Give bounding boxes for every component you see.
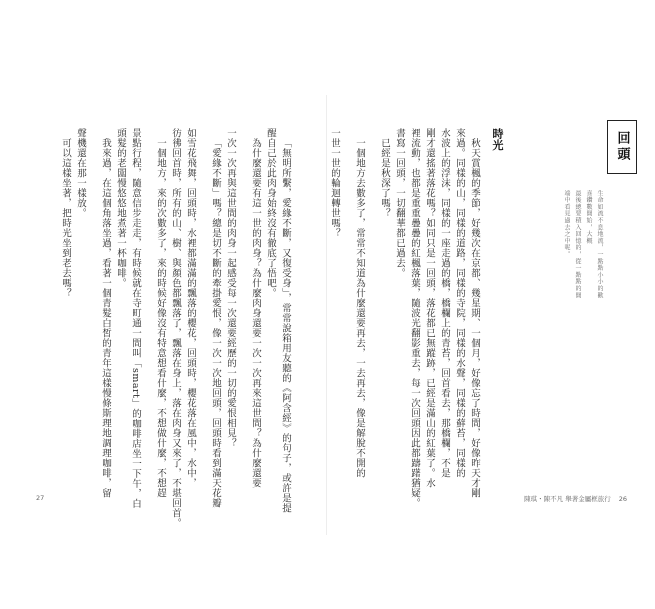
paragraph: 如雪花飛舞，回頭時，水裡都滿滿的飄落的櫻花，回頭時，櫻花落在風中，水中，: [185, 128, 196, 488]
chapter-title: 回頭: [614, 131, 630, 163]
section-title: 時光: [491, 128, 504, 151]
chapter-epigraph: [555, 190, 605, 300]
left-folio: [36, 494, 44, 502]
paragraph: 水波上的浮沫，同樣的一座走過的橋，橋欄上的青苔，回首看去，那橋欄，不是: [439, 128, 450, 478]
paragraph: 剛才還搖著落花嗎？如同只是一回頭，落花都已無蹤跡，已經是滿山的紅葉了。水: [424, 128, 435, 488]
paragraph: 秋天賞楓的季節，好幾次在京都、幾星期、一個月，好像忘了時間，好像昨天才剛: [469, 137, 480, 498]
paragraph: 彷彿回首時，所有的山、樹、與顏色都飄落了，飄落在身上，落在肉身又來了，不堪回首。: [170, 128, 181, 528]
paragraph: 書寫一回頭，一切翻華都已過去。: [394, 128, 405, 278]
page-number: 27: [36, 494, 45, 502]
paragraph: 來過。同樣的山，同樣的道路，同樣的寺院，同樣的水聲，同樣的蘚苔，同樣的: [454, 128, 465, 478]
paragraph: 「無明所繫，愛緣不斷，又復受身」，常常說箱用友聽的《阿含經》的句子，或許是提: [280, 137, 291, 513]
paragraph: 「愛緣不斷」嗎？總是切不斷的牽掛愛恨，像一次一次地回頭，回頭時看到滿天花瓣: [210, 137, 221, 508]
paragraph: 已經是秋深了嗎？: [379, 137, 390, 218]
paragraph: 一個地方，來的次數多了，來的時候好像沒有特意想看什麼，不想做什麼，不想趕: [155, 137, 166, 498]
running-head: 陳琪・陳不凡 舉著金屬框旅行: [524, 495, 611, 503]
paragraph: 可以這樣坐著，把時光坐到老去嗎？: [60, 137, 71, 298]
epigraph-line: 最後總要積入回憶的，從一點點的開端中看見過去之中呢。: [563, 190, 581, 299]
epigraph-line: 生命如流不息地流，一點點小小的歡喜鑽數開始，大概: [585, 190, 603, 299]
paragraph: 為什麼還要有這一世的肉身？為什麼肉身還要一次一次再來這世間？為什麼還要: [250, 137, 261, 488]
paragraph: 聲機還在那一樣放。: [75, 128, 86, 218]
paragraph: 頭髮的老闆慢悠悠地煮著一杯咖啡。: [115, 128, 126, 288]
chapter-title-box: [607, 120, 637, 174]
right-folio: [524, 494, 627, 503]
right-page-text: [329, 128, 505, 508]
paragraph: 醒自己於此肉身始終沒有徹底了悟吧。: [265, 128, 276, 298]
paragraph: 裡流動，也都是重重疊疊的紅楓落葉，隨波光翻影重去，每一次回頭因此都躊躇猶疑。: [409, 128, 420, 508]
page-number: 26: [618, 495, 627, 503]
paragraph: 景點行程，隨意信步走走，有時候就在寺町通一間叫「smart」的咖啡店坐一下午，白: [130, 128, 141, 509]
paragraph: 我來過，在這個角落坐過，看著一個青髮白皙的青年這樣慢條斯理地調理咖啡，留: [100, 137, 111, 498]
paragraph: 一個地方去數多了，常常不知道為什麼還要再去，一去再去，像是解脫不開的: [354, 137, 365, 478]
paragraph: 一世一世的輪迴轉世嗎？: [329, 128, 340, 238]
paragraph: 一次一次再與這世間的肉身一起感受每一次還要經歷的一切的愛恨相見？: [225, 128, 236, 448]
